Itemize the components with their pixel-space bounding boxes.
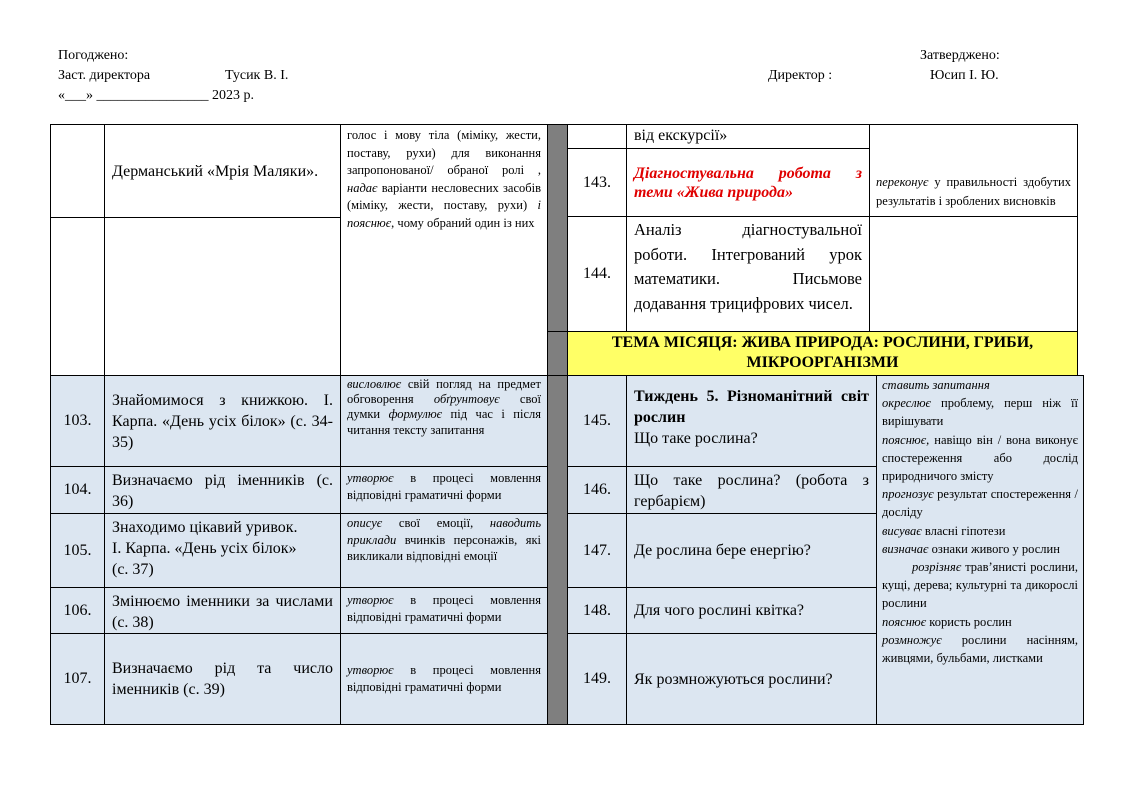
row-145-title: Тиждень 5. Різноманітний світ рослин Що таке рослина? xyxy=(626,375,877,467)
row-105-title: Знаходимо цікавий уривок. І. Карпа. «День усіх білок» (с. 37) xyxy=(104,513,341,588)
deputy-position: Заст. директора xyxy=(58,68,151,83)
row-148-title: Для чого рослині квітка? xyxy=(626,587,877,634)
row-104-skills: утворює в процесі мовлення відповідні граматичні форми xyxy=(340,466,548,514)
row-107-title: Визначаємо рід та число іменників (с. 39) xyxy=(104,633,341,725)
row-147-title: Де рослина бере енергію? xyxy=(626,513,877,588)
right-skills-cell: ставить запитання окреслює проблему, перш ніж її вирішувати пояснює, навіщо він / вона виконує спостереження або дослід природничого змісту прогнозує результат спостереження / досліду висуває власні гіпотези визначає ознаки живого у рослин розрізняє трав’янисті рослини, кущі, дерева; культурні та дикорослі рослини пояснює користь рослин розмножує рослини насінням, живцями, бульбами, листками xyxy=(876,375,1084,725)
approved-label: Затверджено: xyxy=(920,48,1000,63)
theme-banner: ТЕМА МІСЯЦЯ: ЖИВА ПРИРОДА: РОСЛИНИ, ГРИБИ, МІКРООРГАНІЗМИ xyxy=(567,331,1078,376)
separator-bottom xyxy=(547,375,568,725)
row-106-title: Змінюємо іменники за числами (с. 38) xyxy=(104,587,341,634)
top-right-skill-cell: переконує у правильності здобутих результатів і зроблених висновків xyxy=(869,124,1078,332)
row-149-title: Як розмножуються рослини? xyxy=(626,633,877,725)
row-107-num: 107. xyxy=(50,633,105,725)
row-143-num: 143. xyxy=(567,148,627,217)
separator-top xyxy=(547,124,568,332)
row-145-num: 145. xyxy=(567,375,627,467)
row-103-title: Знайомимося з книжкою. І. Карпа. «День усіх білок» (с. 34-35) xyxy=(104,375,341,467)
row-105-num: 105. xyxy=(50,513,105,588)
row-143-title: Діагностувальна робота з теми «Жива природа» xyxy=(626,148,870,217)
director-position: Директор : xyxy=(768,68,833,83)
top-num-cell-2 xyxy=(50,217,105,376)
row-149-num: 149. xyxy=(567,633,627,725)
row-146-num: 146. xyxy=(567,466,627,514)
row-144-num: 144. xyxy=(567,216,627,332)
top-right-divider xyxy=(869,216,1078,217)
agreed-label: Погоджено: xyxy=(58,48,129,63)
deputy-name: Тусик В. І. xyxy=(225,68,289,83)
excursion-num-cell xyxy=(567,124,627,149)
top-left-empty xyxy=(104,217,341,376)
separator-banner xyxy=(547,331,568,376)
top-left-title: Дерманський «Мрія Маляки». xyxy=(104,124,341,218)
row-106-skills: утворює в процесі мовлення відповідні граматичні форми xyxy=(340,587,548,634)
top-num-cell-1 xyxy=(50,124,105,218)
row-147-num: 147. xyxy=(567,513,627,588)
row-105-skills: описує свої емоції, наводить приклади вчинків персонажів, які викликали відповідні емоції xyxy=(340,513,548,588)
row-106-num: 106. xyxy=(50,587,105,634)
row-103-skills: висловлює свій погляд на предмет обговорення обґрунтовує свої думки формулює під час і після читання тексту запитання xyxy=(340,375,548,467)
row-148-num: 148. xyxy=(567,587,627,634)
director-name: Юсип І. Ю. xyxy=(930,68,999,83)
row-104-title: Визначаємо рід іменників (с. 36) xyxy=(104,466,341,514)
row-144-title: Аналіз діагностувальної роботи. Інтегрований урок математики. Письмове додавання трицифрових чисел. xyxy=(626,216,870,332)
top-skills-cell: голос і мову тіла (міміку, жести, поставу, рухи) для виконання запропонованої/ обраної ролі , надає варіанти несловесних засобів (міміку, жести, поставу, рухи) і пояснює, чому обраний один із них xyxy=(340,124,548,376)
excursion-text: від екскурсії» xyxy=(626,124,870,149)
row-104-num: 104. xyxy=(50,466,105,514)
row-146-title: Що таке рослина? (робота з гербарієм) xyxy=(626,466,877,514)
row-103-num: 103. xyxy=(50,375,105,467)
row-107-skills: утворює в процесі мовлення відповідні граматичні форми xyxy=(340,633,548,725)
date-line: «___» ________________ 2023 р. xyxy=(58,88,254,103)
